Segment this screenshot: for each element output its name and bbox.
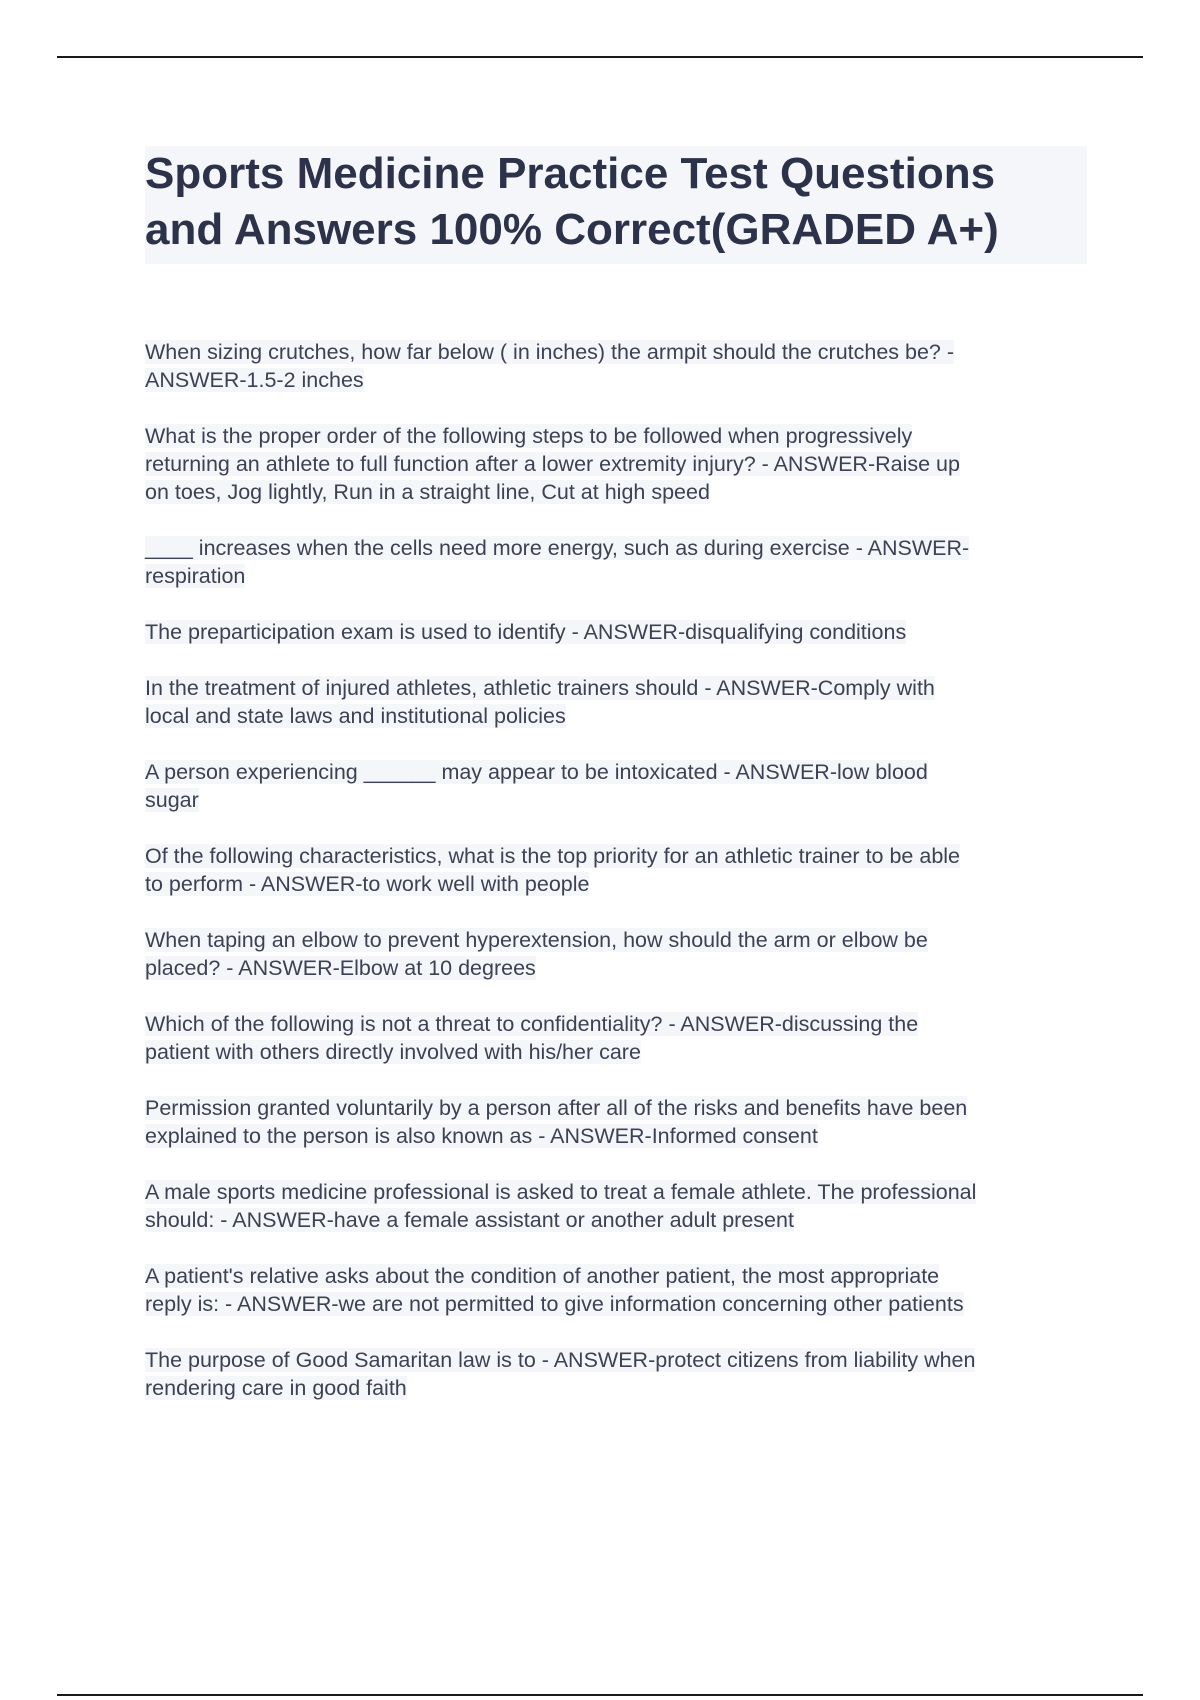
qa-item — [145, 674, 1090, 730]
qa-item-text: explained to the person is also known as - ANSWER-Informed consent — [145, 1124, 818, 1148]
qa-item-line — [145, 1010, 1090, 1038]
qa-item — [145, 1346, 1090, 1402]
qa-item-line — [145, 1038, 1090, 1066]
qa-item-text: A patient's relative asks about the condition of another patient, the most appropriate — [145, 1264, 940, 1288]
qa-item-text: should: - ANSWER-have a female assistant or another adult present — [145, 1208, 794, 1232]
qa-item — [145, 926, 1090, 982]
qa-item — [145, 618, 1090, 646]
qa-item — [145, 1262, 1090, 1318]
qa-item-line — [145, 366, 1090, 394]
qa-item-text: A male sports medicine professional is asked to treat a female athlete. The professional — [145, 1180, 977, 1204]
qa-item — [145, 534, 1090, 590]
qa-item-text: reply is: - ANSWER-we are not permitted to give information concerning other patients — [145, 1292, 964, 1316]
qa-item-text: In the treatment of injured athletes, athletic trainers should - ANSWER-Comply with — [145, 676, 935, 700]
qa-item-text: When sizing crutches, how far below ( in inches) the armpit should the crutches be? - — [145, 340, 955, 364]
qa-item — [145, 1178, 1090, 1234]
qa-item-text: ANSWER-1.5-2 inches — [145, 368, 364, 392]
document-title — [145, 146, 1087, 264]
qa-item-line — [145, 1122, 1090, 1150]
qa-item-line — [145, 1206, 1090, 1234]
qa-item-text: sugar — [145, 788, 199, 812]
qa-item-text: Of the following characteristics, what is the top priority for an athletic trainer to be able — [145, 844, 961, 868]
qa-item-text: to perform - ANSWER-to work well with people — [145, 872, 590, 896]
qa-item-line — [145, 450, 1090, 478]
qa-item-line — [145, 674, 1090, 702]
qa-item-line — [145, 1178, 1090, 1206]
qa-item-text: returning an athlete to full function after a lower extremity injury? - ANSWER-Raise up — [145, 452, 960, 476]
qa-item-line — [145, 534, 1090, 562]
qa-item-line — [145, 338, 1090, 366]
qa-item-text: rendering care in good faith — [145, 1376, 407, 1400]
qa-item-line — [145, 758, 1090, 786]
title-line-2: and Answers 100% Correct(GRADED A+) — [145, 205, 999, 254]
top-rule — [57, 56, 1143, 58]
qa-item-text: on toes, Jog lightly, Run in a straight line, Cut at high speed — [145, 480, 710, 504]
qa-item-text: The purpose of Good Samaritan law is to - ANSWER-protect citizens from liability when — [145, 1348, 976, 1372]
qa-item-text: respiration — [145, 564, 246, 588]
qa-item-line — [145, 1290, 1090, 1318]
qa-item-line — [145, 562, 1090, 590]
qa-item-line — [145, 926, 1090, 954]
qa-item-text: ____ increases when the cells need more energy, such as during exercise - ANSWER- — [145, 536, 970, 560]
qa-item-line — [145, 422, 1090, 450]
qa-item-text: The preparticipation exam is used to identify - ANSWER-disqualifying conditions — [145, 620, 907, 644]
bottom-rule — [57, 1694, 1143, 1696]
qa-list — [145, 338, 1090, 1430]
qa-item — [145, 758, 1090, 814]
qa-item-text: When taping an elbow to prevent hyperextension, how should the arm or elbow be — [145, 928, 928, 952]
qa-item-text: patient with others directly involved with his/her care — [145, 1040, 641, 1064]
qa-item-line — [145, 786, 1090, 814]
qa-item — [145, 842, 1090, 898]
title-line-1: Sports Medicine Practice Test Questions — [145, 149, 996, 198]
qa-item-line — [145, 1374, 1090, 1402]
qa-item-line — [145, 478, 1090, 506]
qa-item-line — [145, 1094, 1090, 1122]
qa-item-text: Which of the following is not a threat to confidentiality? - ANSWER-discussing the — [145, 1012, 919, 1036]
qa-item — [145, 1010, 1090, 1066]
qa-item-line — [145, 1262, 1090, 1290]
qa-item — [145, 422, 1090, 506]
qa-item-line — [145, 702, 1090, 730]
qa-item-text: What is the proper order of the following steps to be followed when progressively — [145, 424, 913, 448]
qa-item-line — [145, 954, 1090, 982]
qa-item-text: A person experiencing ______ may appear to be intoxicated - ANSWER-low blood — [145, 760, 928, 784]
qa-item-text: placed? - ANSWER-Elbow at 10 degrees — [145, 956, 536, 980]
qa-item-text: Permission granted voluntarily by a person after all of the risks and benefits have been — [145, 1096, 968, 1120]
qa-item-line — [145, 842, 1090, 870]
qa-item-line — [145, 618, 1090, 646]
qa-item — [145, 338, 1090, 394]
qa-item-line — [145, 870, 1090, 898]
qa-item-text: local and state laws and institutional policies — [145, 704, 566, 728]
qa-item-line — [145, 1346, 1090, 1374]
qa-item — [145, 1094, 1090, 1150]
